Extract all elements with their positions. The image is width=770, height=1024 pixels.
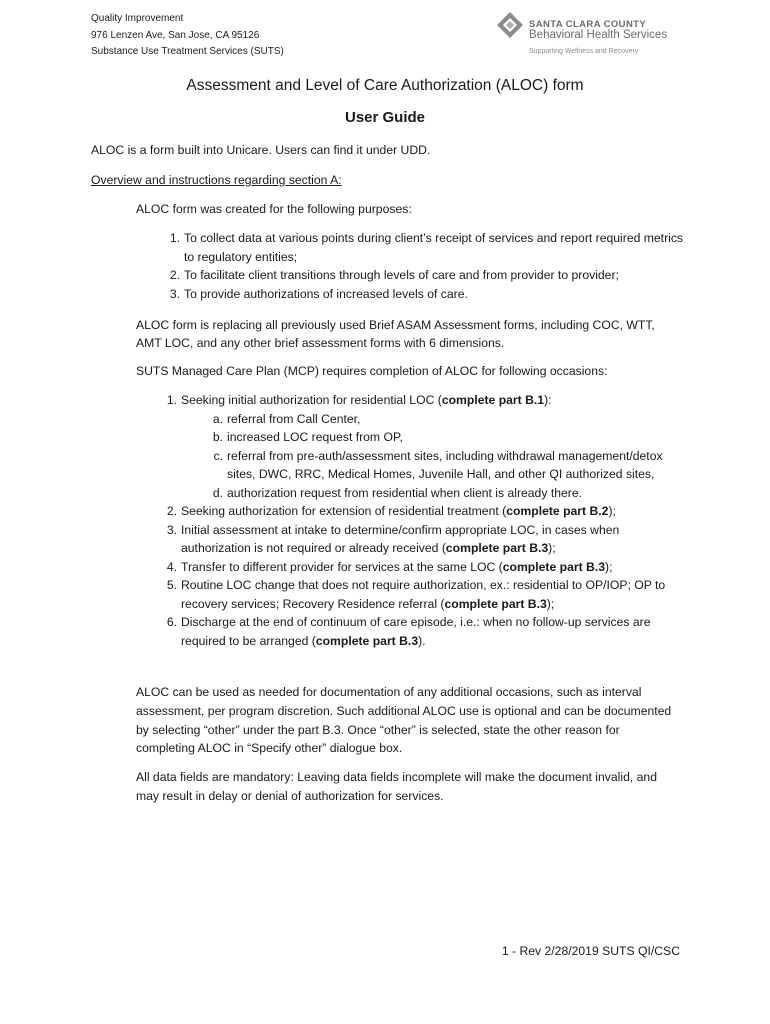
logo-tagline: Supporting Wellness and Recovery — [529, 48, 639, 55]
document-subtitle: User Guide — [344, 109, 426, 126]
list-item — [166, 613, 686, 650]
header-address — [91, 11, 284, 61]
page-footer: 1 - Rev 2/28/2019 SUTS QI/CSC — [501, 944, 680, 958]
additional-occasions-paragraph: ALOC can be used as needed for documentation of any additional occasions, such as interval assessment, per program discretion. Such additional ALOC use is optional and can be documented by selecting “other” under the part B.3. Once “other” is selected, state the other reason for completing ALOC in “Specify other” dialogue box. — [136, 685, 672, 756]
part-reference: complete part B.1 — [441, 393, 545, 407]
list-item — [169, 229, 684, 266]
header-program-line: Substance Use Treatment Services (SUTS) — [91, 46, 284, 57]
replacement-paragraph: ALOC form is replacing all previously used Brief ASAM Assessment forms, including COC, WTT, AMT LOC, and any other brief assessment forms with 6 dimensions. — [136, 318, 655, 350]
list-item — [166, 558, 686, 577]
mandatory-fields-paragraph: All data fields are mandatory: Leaving data fields incomplete will make the document invalid, and may result in delay or denial of authorization for services. — [136, 770, 657, 803]
list-text-suffix: ): — [544, 393, 552, 407]
mcp-lead: SUTS Managed Care Plan (MCP) requires completion of ALOC for following occasions: — [136, 364, 608, 378]
list-number: 2. — [166, 504, 177, 518]
logo-department-name: Behavioral Health Services — [529, 29, 668, 41]
list-text: To collect data at various points during client’s receipt of services and report required metrics to regulatory entities; — [184, 231, 684, 264]
list-text: To facilitate client transitions through levels of care and from provider to provider; — [184, 268, 619, 282]
sublist-letter: d. — [212, 485, 223, 500]
list-text: Seeking authorization for extension of residential treatment ( — [181, 504, 507, 518]
part-reference: complete part B.3 — [502, 559, 606, 574]
sublist-item — [213, 447, 686, 484]
list-item — [166, 502, 686, 521]
list-item — [166, 576, 686, 613]
purpose-lead: ALOC form was created for the following purposes: — [136, 202, 412, 216]
list-item — [166, 391, 686, 502]
list-item — [169, 266, 684, 285]
part-reference: complete part B.3 — [444, 596, 547, 611]
occasions-list — [166, 391, 686, 650]
diamond-logo-icon — [496, 11, 524, 41]
purposes-list — [169, 229, 684, 303]
list-number: 1. — [169, 231, 180, 245]
list-text: To provide authorizations of increased levels of care. — [184, 286, 468, 301]
list-text: Initial assessment at intake to determine/confirm appropriate LOC, in cases when authorization is not required or already received ( — [181, 522, 620, 555]
sublist-letter: a. — [212, 411, 223, 426]
sublist-text: authorization request from residential when client is already there. — [227, 485, 582, 500]
part-reference: complete part B.3 — [315, 633, 419, 648]
sublist-text: increased LOC request from OP, — [227, 430, 403, 444]
occasion-sublist — [212, 410, 686, 503]
list-text-suffix: ); — [605, 559, 613, 574]
list-number: 5. — [166, 578, 177, 592]
list-number: 3. — [169, 286, 180, 301]
intro-paragraph: ALOC is a form built into Unicare. Users can find it under UDD. — [91, 143, 431, 157]
list-number: 6. — [166, 615, 177, 629]
header-address-line: 976 Lenzen Ave, San Jose, CA 95126 — [91, 29, 260, 41]
header-org-line: Quality Improvement — [91, 13, 184, 24]
list-text: Routine LOC change that does not require authorization, ex.: residential to OP/IOP; OP to recovery services; Recovery Residence referral ( — [181, 578, 666, 611]
county-logo — [496, 11, 671, 61]
list-number: 1. — [166, 393, 177, 407]
sublist-item — [212, 428, 686, 447]
sublist-letter: c. — [213, 448, 223, 463]
list-number: 3. — [166, 522, 177, 537]
sublist-text: referral from Call Center, — [227, 411, 361, 426]
part-reference: complete part B.3 — [445, 541, 549, 555]
list-text-suffix: ). — [418, 633, 426, 648]
list-text: Seeking initial authorization for residential LOC ( — [181, 393, 442, 407]
list-item — [166, 521, 686, 558]
list-text-suffix: ); — [548, 541, 556, 555]
document-title: Assessment and Level of Care Authorization (ALOC) form — [186, 77, 584, 94]
list-text-suffix: ); — [608, 504, 616, 518]
sublist-text: referral from pre-auth/assessment sites, including withdrawal management/detox sites, DWC, RRC, Medical Homes, Juvenile Hall, and other QI authorized sites, — [227, 448, 663, 481]
logo-county-name: SANTA CLARA COUNTY — [529, 19, 647, 30]
list-text: Transfer to different provider for services at the same LOC ( — [181, 559, 503, 574]
overview-heading: Overview and instructions regarding section A: — [91, 173, 342, 187]
list-text: Discharge at the end of continuum of care episode, i.e.: when no follow-up services are required to be arranged ( — [181, 615, 651, 648]
sublist-letter: b. — [212, 430, 223, 444]
sublist-item — [212, 484, 686, 503]
list-text-suffix: ); — [546, 596, 555, 611]
part-reference: complete part B.2 — [506, 504, 609, 518]
list-number: 2. — [169, 268, 180, 282]
sublist-item — [212, 410, 686, 429]
list-number: 4. — [166, 559, 177, 574]
list-item — [169, 285, 684, 304]
